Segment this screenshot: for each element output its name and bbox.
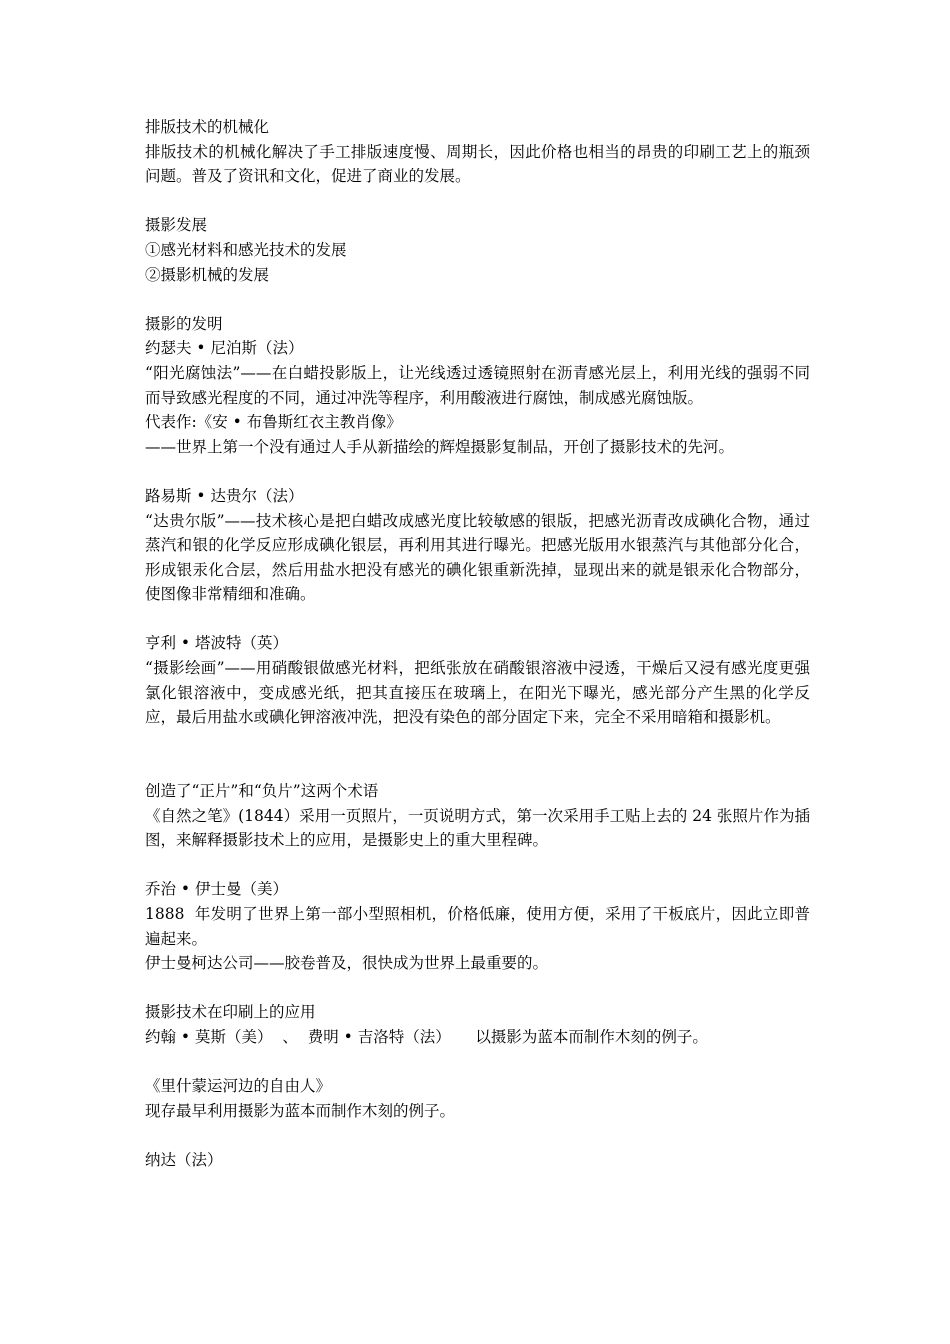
paragraph: 《自然之笔》(1844）采用一页照片，一页说明方式，第一次采用手工贴上去的 24 张照片作为插图，来解释摄影技术上的应用，是摄影史上的重大里程碑。 (145, 806, 810, 850)
paragraph: 伊士曼柯达公司——胶卷普及，很快成为世界上最重要的。 (145, 954, 549, 973)
spacer (145, 607, 810, 632)
person-name: 乔治 • 伊士曼（美） (145, 880, 288, 899)
paragraph: 约翰 • 莫斯（美） 、 费明 • 吉洛特（法） 以摄影为蓝本而制作木刻的例子。 (145, 1027, 708, 1046)
spacer (145, 1123, 810, 1148)
section-heading: 摄影技术在印刷上的应用 (145, 1003, 316, 1022)
paragraph: “达贵尔版”——技术核心是把白蜡改成感光度比较敏感的银版，把感光沥青改成碘化合物，通过蒸汽和银的化学反应形成碘化银层，再利用其进行曝光。把感光版用水银蒸汽与其他部分化合，形成银汞化合层，然后用盐水把没有感光的碘化银重新洗掉，显现出来的就是银汞化合物部分，使图像非常精细和准确。 (145, 511, 810, 604)
document-page (145, 115, 810, 1173)
spacer (145, 459, 810, 484)
person-name: 路易斯 • 达贵尔（法） (145, 486, 304, 505)
person-name: 约瑟夫 • 尼泊斯（法） (145, 339, 304, 358)
spacer (145, 287, 810, 312)
representative-work: 代表作:《安 • 布鲁斯红衣主教肖像》 (145, 413, 402, 432)
paragraph: ——世界上第一个没有通过人手从新描绘的辉煌摄影复制品，开创了摄影技术的先河。 (145, 437, 735, 456)
list-item: ②摄影机械的发展 (145, 265, 270, 284)
work-title: 《里什蒙运河边的自由人》 (145, 1077, 332, 1096)
paragraph: “阳光腐蚀法”——在白蜡投影版上，让光线透过透镜照射在沥青感光层上，利用光线的强弱不同而导致感光程度的不同，通过冲洗等程序，利用酸液进行腐蚀，制成感光腐蚀版。 (145, 363, 810, 407)
paragraph: 现存最早利用摄影为蓝本而制作木刻的例子。 (145, 1101, 456, 1120)
spacer (145, 976, 810, 1001)
section-heading: 排版技术的机械化 (145, 118, 270, 136)
person-name: 纳达（法） (145, 1150, 223, 1169)
spacer (145, 853, 810, 878)
spacer (145, 730, 810, 779)
spacer (145, 1050, 810, 1075)
paragraph: “摄影绘画”——用硝酸银做感光材料，把纸张放在硝酸银溶液中浸透，干燥后又浸有感光度更强氯化银溶液中，变成感光纸，把其直接压在玻璃上，在阳光下曝光，感光部分产生黑的化学反应，最后用盐水或碘化钾溶液冲洗，把没有染色的部分固定下来，完全不采用暗箱和摄影机。 (145, 659, 810, 727)
person-name: 亨利 • 塔波特（英） (145, 634, 288, 653)
paragraph: 1888 年发明了世界上第一部小型照相机，价格低廉，使用方便，采用了干板底片，因此立即普遍起来。 (145, 905, 810, 948)
list-item: ①感光材料和感光技术的发展 (145, 240, 347, 259)
spacer (145, 189, 810, 214)
paragraph: 创造了“正片”和“负片”这两个术语 (145, 782, 379, 801)
section-heading: 摄影发展 (145, 216, 208, 235)
section-heading: 摄影的发明 (145, 314, 223, 333)
paragraph: 排版技术的机械化解决了手工排版速度慢、周期长，因此价格也相当的昂贵的印刷工艺上的瓶颈问题。普及了资讯和文化，促进了商业的发展。 (145, 142, 810, 186)
